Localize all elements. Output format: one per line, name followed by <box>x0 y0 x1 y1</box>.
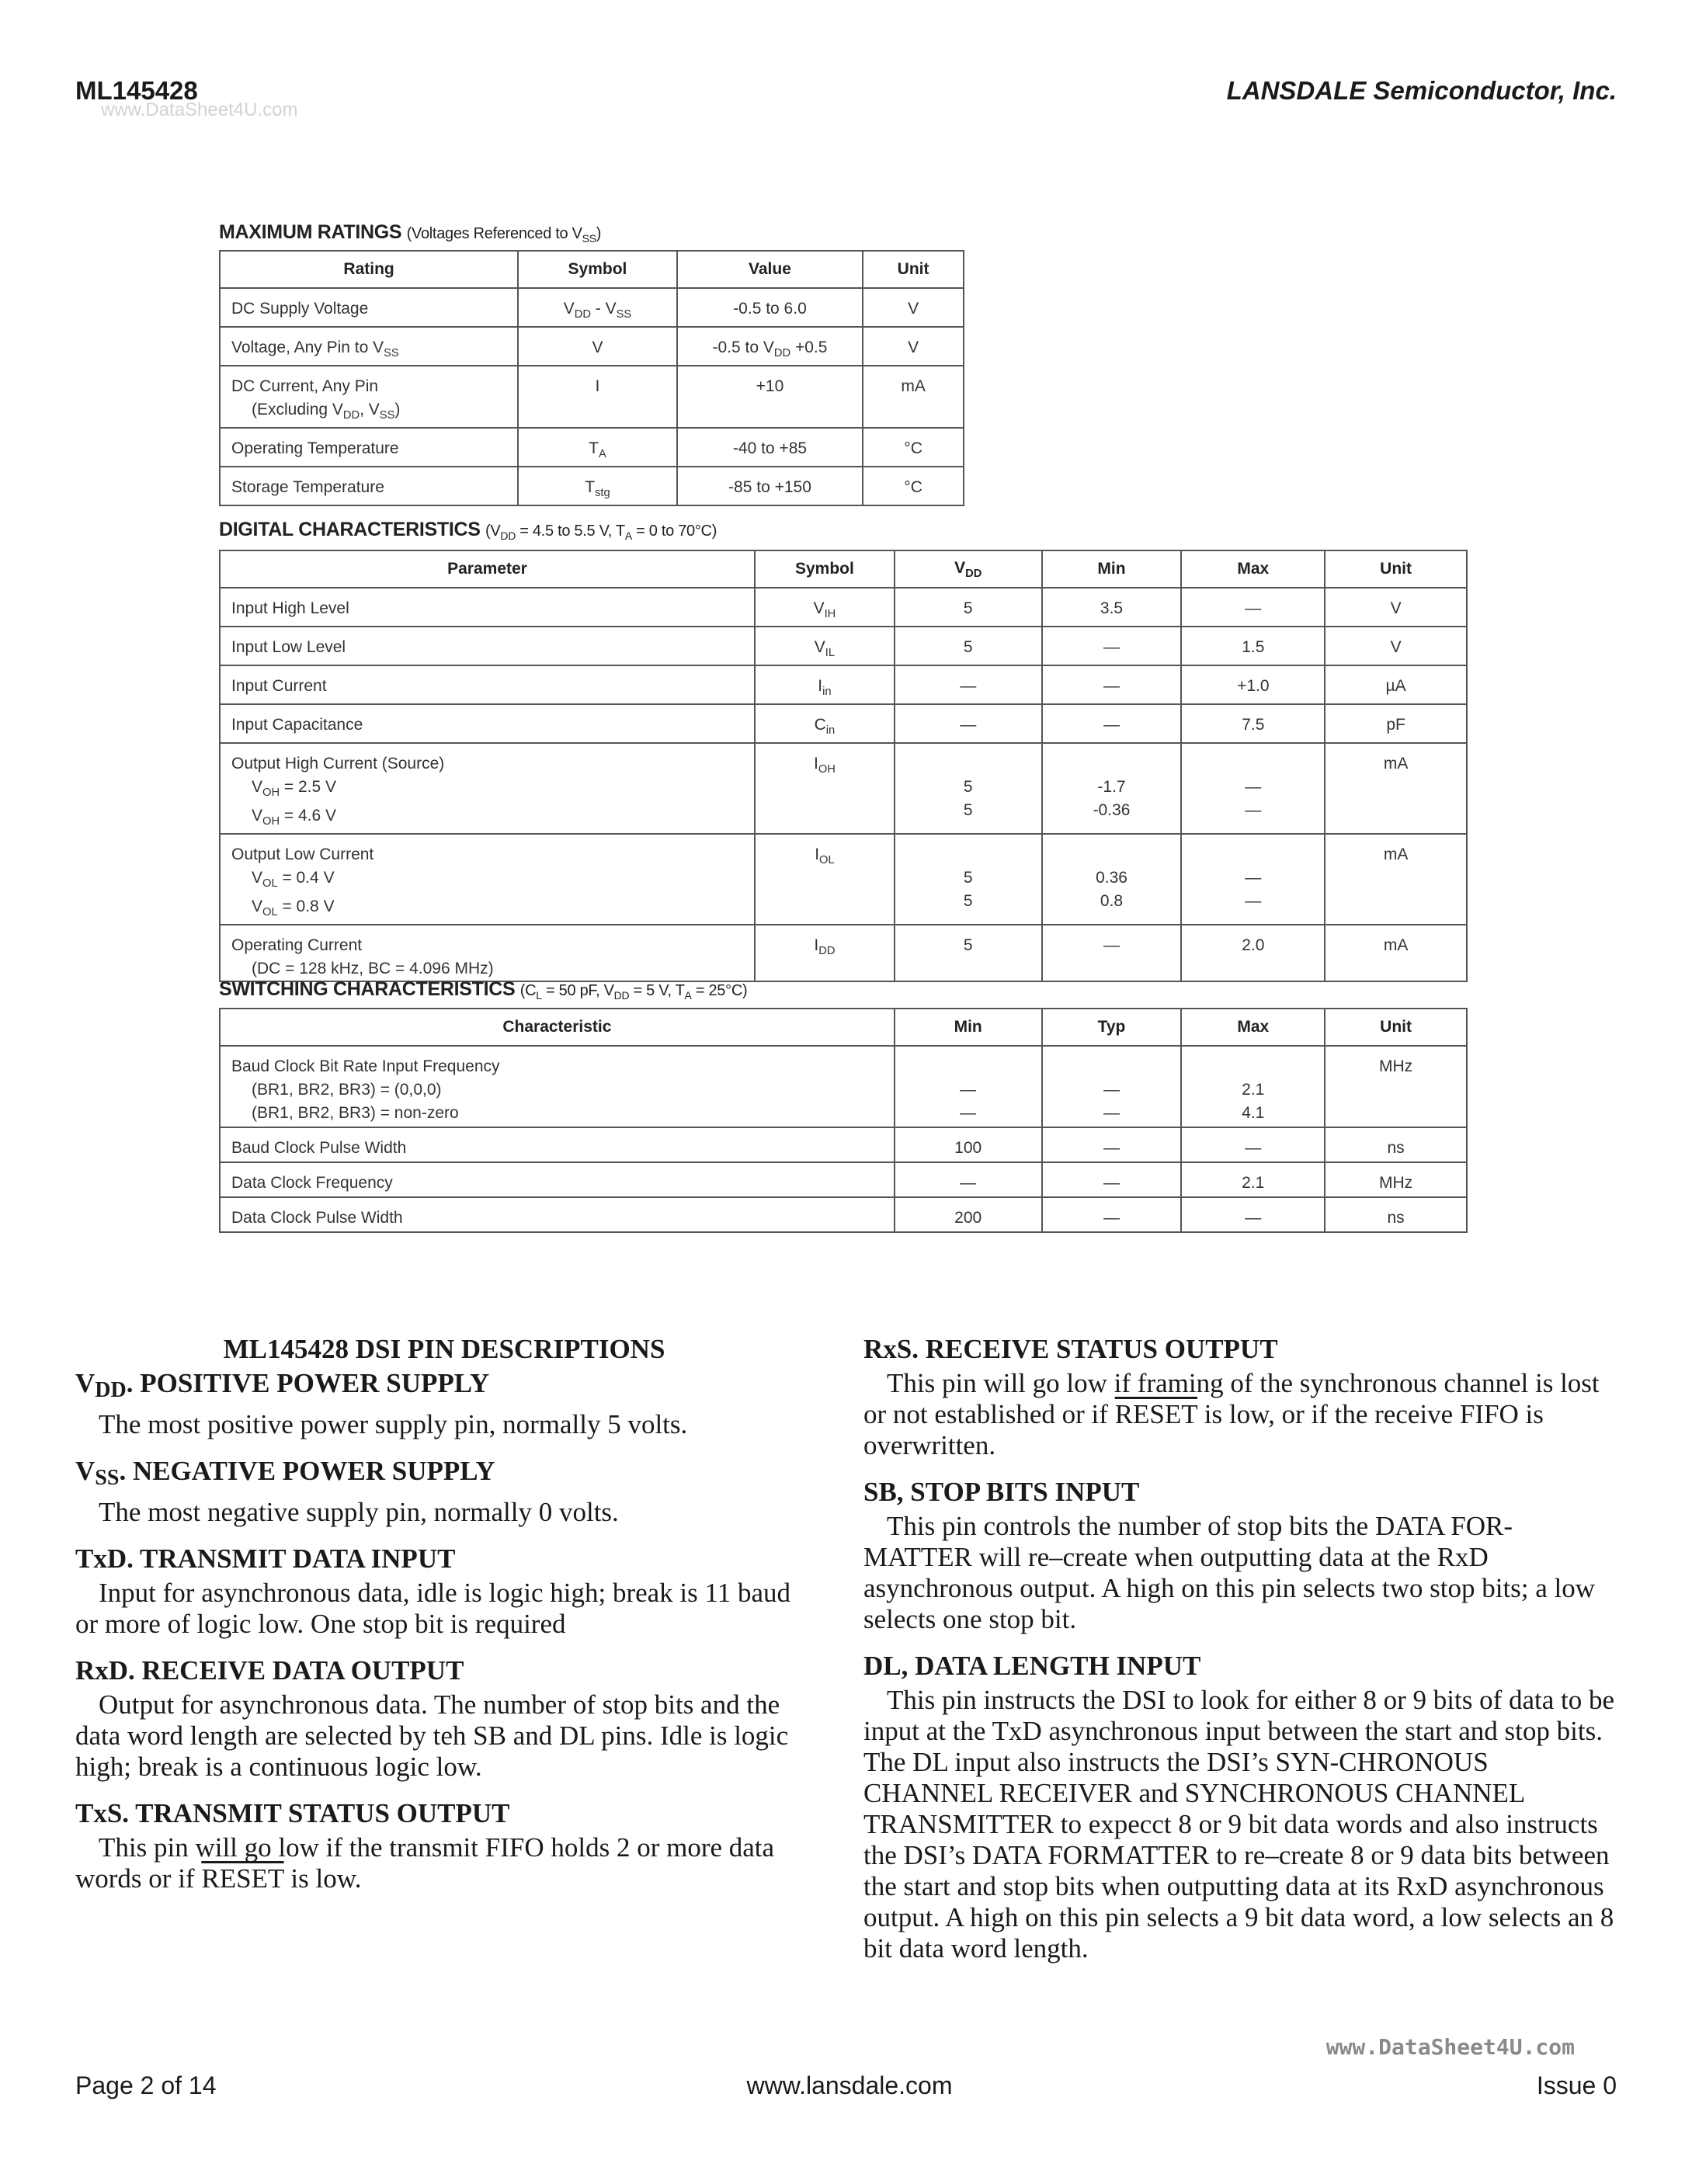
table-header-row <box>220 251 964 288</box>
vdd-cell: 5 5 <box>895 743 1042 834</box>
max-cell: — <box>1181 1127 1325 1162</box>
value-cell: -85 to +150 <box>677 467 863 505</box>
min-cell: 0.36 0.8 <box>1042 834 1182 925</box>
watermark-bottom[interactable]: www.DataSheet4U.com <box>1325 2034 1575 2060</box>
pin-heading-rxs: RxS. RECEIVE STATUS OUTPUT <box>863 1334 1278 1364</box>
min-cell: — <box>895 1162 1042 1197</box>
reset-signal: RESET <box>1114 1399 1198 1429</box>
max-ratings-heading: MAXIMUM RATINGS <box>219 221 402 243</box>
table-row <box>220 366 964 428</box>
symbol-cell: $T_{stg}$ <box>518 467 677 505</box>
column-header: Max <box>1181 550 1325 588</box>
symbol-cell: $T_A$ <box>518 428 677 467</box>
characteristic-cell: Baud Clock Bit Rate Input Frequency (BR1, BR2, BR3) = (0,0,0) (BR1, BR2, BR3) = non-zero <box>220 1046 895 1127</box>
unit-cell: V <box>863 327 964 366</box>
table-row <box>220 428 964 467</box>
table-row <box>220 834 1467 925</box>
max-ratings-table <box>219 250 964 506</box>
table-row <box>220 1127 1467 1162</box>
digital-heading: DIGITAL CHARACTERISTICS <box>219 519 481 540</box>
column-header: $V_{DD}$ <box>895 550 1042 588</box>
vdd-cell: 5 <box>895 627 1042 665</box>
max-cell: 7.5 <box>1181 704 1325 743</box>
table-row <box>220 467 964 505</box>
pin-body-dl: This pin instructs the DSI to look for either 8 or 9 bits of data to be input at the TxD asynchronous input between the start and stop bits. The DL input also instructs the DSI’s SYN-CHRONOUS CHANNEL RECEIVER and SYNCHRONOUS CHANNEL TRANSMITTER to expecct 8 or 9 bit data words and also instructs the DSI’s DATA FORMATTER to re–create 8 or 9 data bits between the start and stop bits when outputting data at its RxD asynchronous output. A high on this pin selects a 9 bit data word, a low selects an 8 bit data word length. <box>863 1685 1615 1964</box>
column-header: Unit <box>1325 1009 1467 1046</box>
unit-cell: mA <box>1325 743 1467 834</box>
pin-heading-txd: TxD. TRANSMIT DATA INPUT <box>75 1543 456 1574</box>
switching-condition: ($C_L = 50$ pF, $V_{DD} = 5$ V, $T_A = 25^\circ C$) <box>519 982 748 1002</box>
switching-heading: SWITCHING CHARACTERISTICS <box>219 978 516 1000</box>
part-number: ML145428 <box>75 76 198 105</box>
table-row <box>220 1197 1467 1232</box>
switching-title <box>219 978 747 1002</box>
typ-cell: — <box>1042 1127 1182 1162</box>
value-cell: +10 <box>677 366 863 428</box>
min-cell: — <box>1042 665 1182 704</box>
column-header: Typ <box>1042 1009 1182 1046</box>
value-cell: -0.5 to $V_{DD} +0.5$ <box>677 327 863 366</box>
max-cell: — <box>1181 1197 1325 1232</box>
pin-body-txs: This pin will go low if the transmit FIFO holds 2 or more data words or if RESET is low. <box>75 1832 775 1894</box>
symbol-cell: I <box>518 366 677 428</box>
min-cell: — <box>1042 627 1182 665</box>
digital-title <box>219 519 717 542</box>
unit-cell: °C <box>863 467 964 505</box>
symbol-cell: $V_{DD} - V_{SS}$ <box>518 288 677 327</box>
vdd-cell: 5 <box>895 925 1042 981</box>
parameter-cell: Output Low Current $V_{OL} = 0.4$ V $V_{OL} = 0.8$ V <box>220 834 755 925</box>
table-row <box>220 925 1467 981</box>
pin-heading-txs: TxS. TRANSMIT STATUS OUTPUT <box>75 1798 510 1828</box>
column-header: Rating <box>220 251 518 288</box>
min-cell: — — <box>895 1046 1042 1127</box>
column-header: Unit <box>863 251 964 288</box>
company-name: LANSDALE Semiconductor, Inc. <box>1226 76 1617 105</box>
parameter-cell: Input Capacitance <box>220 704 755 743</box>
parameter-cell: Output High Current (Source) $V_{OH} = 2.5$ V $V_{OH} = 4.6$ V <box>220 743 755 834</box>
symbol-cell: $I_{OH}$ <box>755 743 895 834</box>
characteristic-cell: Data Clock Frequency <box>220 1162 895 1197</box>
parameter-cell: Input High Level <box>220 588 755 627</box>
unit-cell: MHz <box>1325 1046 1467 1127</box>
table-row <box>220 1162 1467 1197</box>
watermark-top[interactable]: www.DataSheet4U.com <box>101 99 298 120</box>
pin-body-txd: Input for asynchronous data, idle is logic high; break is 11 baud or more of logic low. One stop bit is required <box>75 1578 791 1639</box>
table-header-row <box>220 1009 1467 1046</box>
pin-body-rxs: This pin will go low if framing of the synchronous channel is lost or not established or if RESET is low, or if the receive FIFO is overwritten. <box>863 1368 1600 1460</box>
unit-cell: ns <box>1325 1127 1467 1162</box>
symbol-cell: $V_{IL}$ <box>755 627 895 665</box>
website-link[interactable]: www.lansdale.com <box>746 2071 953 2099</box>
max-cell: +1.0 <box>1181 665 1325 704</box>
unit-cell: V <box>1325 627 1467 665</box>
page-number: Page 2 of 14 <box>75 2071 217 2099</box>
table-row <box>220 1046 1467 1127</box>
value-cell: -40 to +85 <box>677 428 863 467</box>
max-cell: 2.1 <box>1181 1162 1325 1197</box>
column-header: Value <box>677 251 863 288</box>
column-header: Parameter <box>220 550 755 588</box>
table-row <box>220 627 1467 665</box>
pin-heading-vdd: VDD. POSITIVE POWER SUPPLY <box>75 1368 490 1402</box>
rating-cell: DC Current, Any Pin (Excluding $V_{DD}$, $V_{SS}$) <box>220 366 518 428</box>
rating-cell: Voltage, Any Pin to $V_{SS}$ <box>220 327 518 366</box>
column-header: Symbol <box>755 550 895 588</box>
pin-body-rxd: Output for asynchronous data. The number of stop bits and the data word length are selected by teh SB and DL pins. Idle is logic high; break is a continuous logic low. <box>75 1689 789 1782</box>
pin-heading-rxd: RxD. RECEIVE DATA OUTPUT <box>75 1655 464 1686</box>
symbol-cell: $I_{in}$ <box>755 665 895 704</box>
unit-cell: µA <box>1325 665 1467 704</box>
reset-signal: RESET <box>201 1863 284 1894</box>
vdd-cell: 5 <box>895 588 1042 627</box>
switching-table <box>219 1008 1468 1233</box>
table-row <box>220 665 1467 704</box>
min-cell: 3.5 <box>1042 588 1182 627</box>
unit-cell: mA <box>1325 834 1467 925</box>
issue-label: Issue 0 <box>1536 2071 1617 2099</box>
max-ratings-title <box>219 221 601 245</box>
min-cell: — <box>1042 925 1182 981</box>
table-row <box>220 288 964 327</box>
column-header: Unit <box>1325 550 1467 588</box>
parameter-cell: Input Current <box>220 665 755 704</box>
unit-cell: mA <box>1325 925 1467 981</box>
max-cell: — — <box>1181 743 1325 834</box>
typ-cell: — <box>1042 1197 1182 1232</box>
pin-descriptions-right <box>863 1332 1621 1978</box>
pin-descriptions-left <box>75 1332 813 1908</box>
min-cell: 200 <box>895 1197 1042 1232</box>
parameter-cell: Input Low Level <box>220 627 755 665</box>
characteristic-cell: Baud Clock Pulse Width <box>220 1127 895 1162</box>
typ-cell: — <box>1042 1162 1182 1197</box>
digital-condition: ($V_{DD} = 4.5$ to 5.5 V, $T_A = 0$ to 70°C) <box>485 523 717 542</box>
digital-table <box>219 550 1468 982</box>
max-cell: — <box>1181 588 1325 627</box>
column-header: Symbol <box>518 251 677 288</box>
unit-cell: MHz <box>1325 1162 1467 1197</box>
pin-descriptions-title: ML145428 DSI PIN DESCRIPTIONS <box>223 1334 665 1364</box>
value-cell: -0.5 to 6.0 <box>677 288 863 327</box>
symbol-cell: $V_{IH}$ <box>755 588 895 627</box>
unit-cell: ns <box>1325 1197 1467 1232</box>
table-row <box>220 327 964 366</box>
rating-cell: Storage Temperature <box>220 467 518 505</box>
pin-body-vdd: The most positive power supply pin, normally 5 volts. <box>99 1409 688 1439</box>
column-header: Min <box>1042 550 1182 588</box>
table-header-row <box>220 550 1467 588</box>
rating-cell: DC Supply Voltage <box>220 288 518 327</box>
max-cell: 2.0 <box>1181 925 1325 981</box>
max-ratings-condition: (Voltages Referenced to $V_{SS}$) <box>406 225 602 245</box>
max-cell: 2.1 4.1 <box>1181 1046 1325 1127</box>
min-cell: 100 <box>895 1127 1042 1162</box>
characteristic-cell: Data Clock Pulse Width <box>220 1197 895 1232</box>
rating-cell: Operating Temperature <box>220 428 518 467</box>
vdd-cell: 5 5 <box>895 834 1042 925</box>
unit-cell: V <box>1325 588 1467 627</box>
pin-body-vss: The most negative supply pin, normally 0 volts. <box>99 1497 619 1527</box>
vdd-cell: — <box>895 704 1042 743</box>
min-cell: — <box>1042 704 1182 743</box>
table-row <box>220 704 1467 743</box>
unit-cell: pF <box>1325 704 1467 743</box>
unit-cell: °C <box>863 428 964 467</box>
symbol-cell: $I_{OL}$ <box>755 834 895 925</box>
table-row <box>220 743 1467 834</box>
parameter-cell: Operating Current (DC = 128 kHz, BC = 4.096 MHz) <box>220 925 755 981</box>
typ-cell: — — <box>1042 1046 1182 1127</box>
unit-cell: V <box>863 288 964 327</box>
pin-body-sb: This pin controls the number of stop bits the DATA FOR-MATTER will re–create when outputting data at the RxD asynchronous output. A high on this pin selects two stop bits; a low selects one stop bit. <box>863 1511 1596 1634</box>
column-header: Characteristic <box>220 1009 895 1046</box>
max-cell: — — <box>1181 834 1325 925</box>
symbol-cell: V <box>518 327 677 366</box>
pin-heading-vss: VSS. NEGATIVE POWER SUPPLY <box>75 1456 495 1490</box>
unit-cell: mA <box>863 366 964 428</box>
vdd-cell: — <box>895 665 1042 704</box>
max-cell: 1.5 <box>1181 627 1325 665</box>
min-cell: -1.7 -0.36 <box>1042 743 1182 834</box>
pin-heading-dl: DL, DATA LENGTH INPUT <box>863 1651 1201 1681</box>
column-header: Min <box>895 1009 1042 1046</box>
symbol-cell: $I_{DD}$ <box>755 925 895 981</box>
symbol-cell: $C_{in}$ <box>755 704 895 743</box>
column-header: Max <box>1181 1009 1325 1046</box>
pin-heading-sb: SB, STOP BITS INPUT <box>863 1477 1140 1507</box>
table-row <box>220 588 1467 627</box>
